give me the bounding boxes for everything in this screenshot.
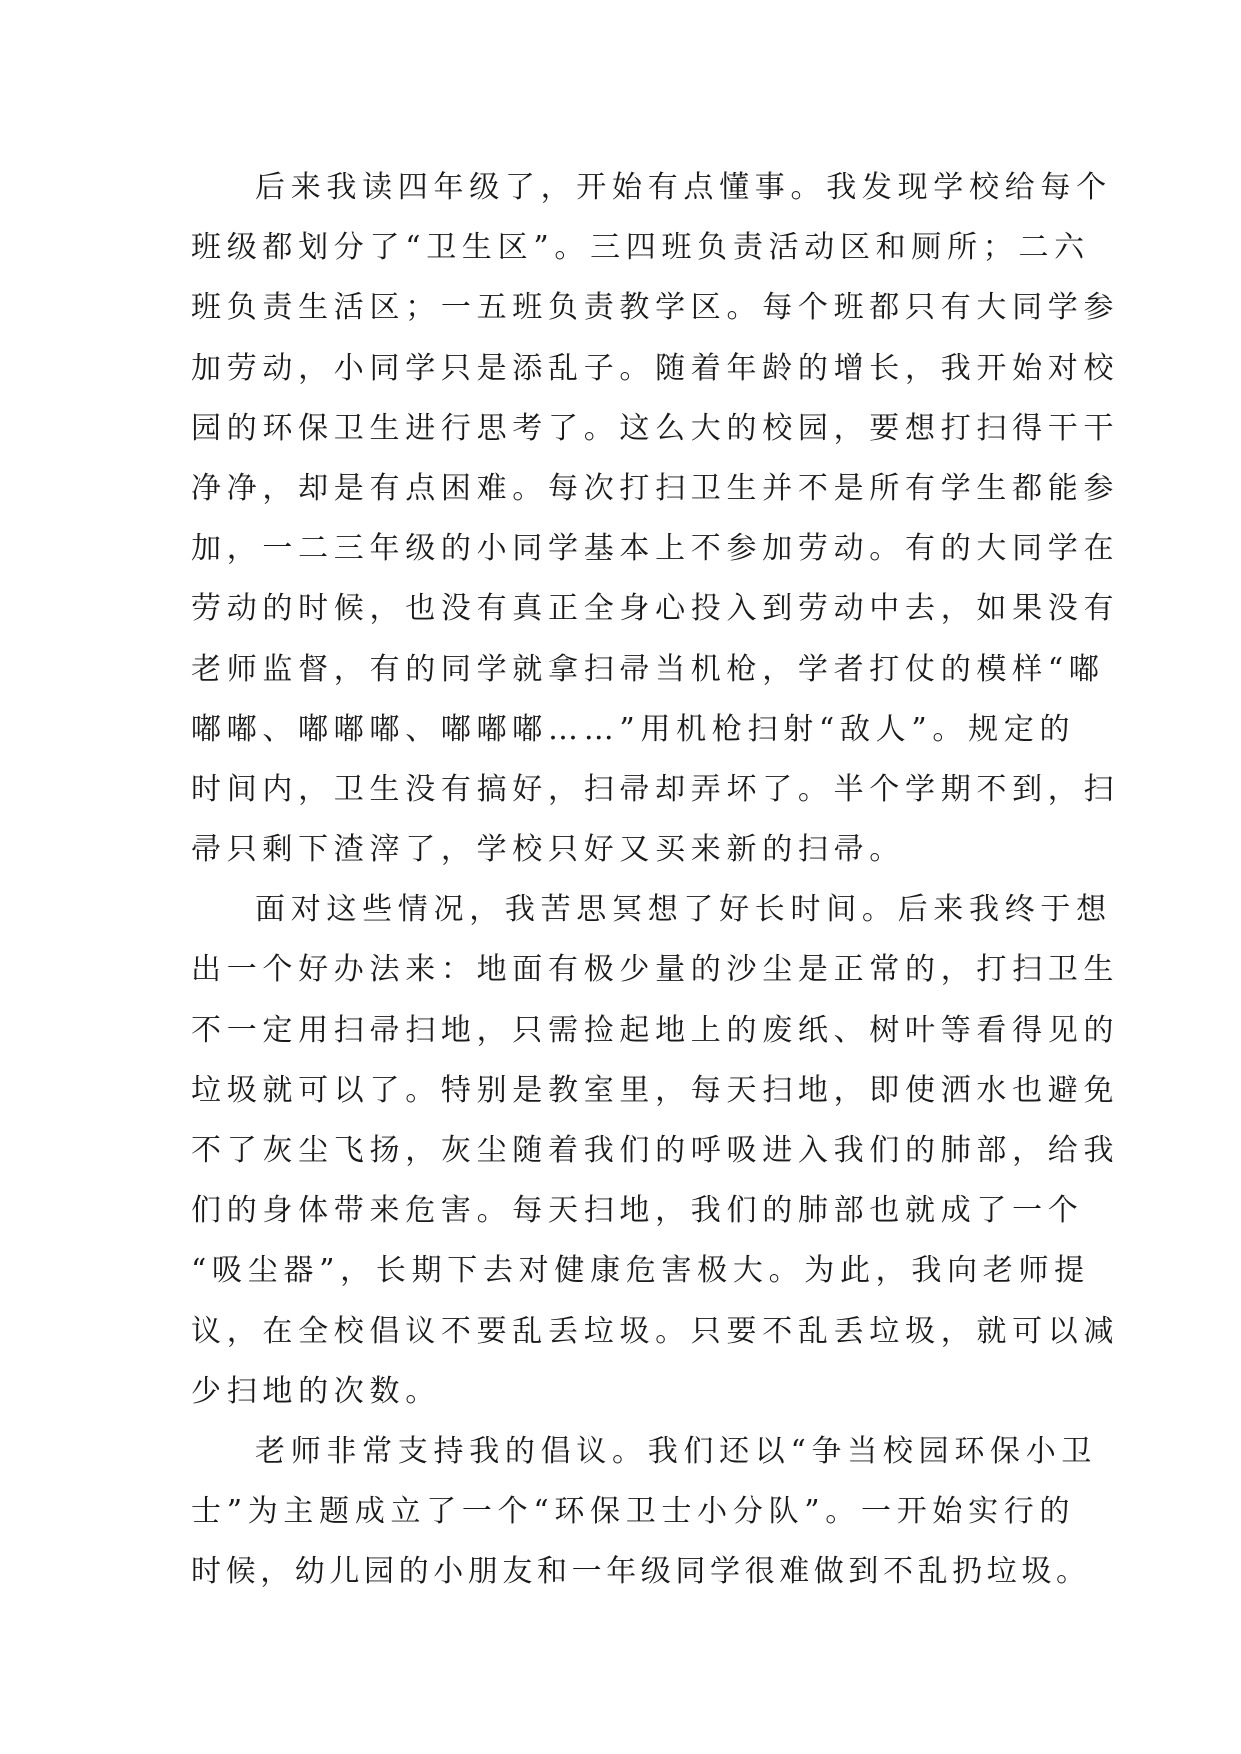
- text-line: 劳动的时候，也没有真正全身心投入到劳动中去，如果没有: [191, 591, 1120, 627]
- text-line: 垃圾就可以了。特别是教室里，每天扫地，即使洒水也避免: [191, 1072, 1120, 1108]
- text-line: 园的环保卫生进行思考了。这么大的校园，要想打扫得干干: [191, 410, 1120, 446]
- text-line: 班负责生活区；一五班负责教学区。每个班都只有大同学参: [191, 290, 1120, 326]
- text-line: 老师非常支持我的倡议。我们还以“争当校园环保小卫: [255, 1433, 1098, 1469]
- text-line: 们的身体带来危害。每天扫地，我们的肺部也就成了一个: [191, 1193, 1084, 1229]
- text-line: 嘟嘟、嘟嘟嘟、嘟嘟嘟……”用机枪扫射“敌人”。规定的: [191, 711, 1076, 747]
- text-line: 少扫地的次数。: [191, 1373, 441, 1409]
- text-line: 士”为主题成立了一个“环保卫士小分队”。一开始实行的: [191, 1494, 1076, 1530]
- text-line: 时间内，卫生没有搞好，扫帚却弄坏了。半个学期不到，扫: [191, 771, 1120, 807]
- text-line: 后来我读四年级了，开始有点懂事。我发现学校给每个: [255, 170, 1112, 205]
- text-line: 班级都划分了“卫生区”。三四班负责活动区和厕所；二六: [191, 230, 1090, 266]
- text-line: 加劳动，小同学只是添乱子。随着年龄的增长，我开始对校: [191, 350, 1120, 386]
- text-line: 不一定用扫帚扫地，只需捡起地上的废纸、树叶等看得见的: [191, 1012, 1120, 1048]
- text-line: 帚只剩下渣滓了，学校只好又买来新的扫帚。: [191, 832, 905, 868]
- text-line: “吸尘器”，长期下去对健康危害极大。为此，我向老师提: [191, 1253, 1090, 1289]
- text-line: 净净，却是有点困难。每次打扫卫生并不是所有学生都能参: [191, 470, 1120, 506]
- text-line: 加，一二三年级的小同学基本上不参加劳动。有的大同学在: [191, 531, 1120, 567]
- text-line: 不了灰尘飞扬，灰尘随着我们的呼吸进入我们的肺部，给我: [191, 1133, 1120, 1168]
- text-line: 时候，幼儿园的小朋友和一年级同学很难做到不乱扔垃圾。: [191, 1554, 1091, 1590]
- text-line: 议，在全校倡议不要乱丢垃圾。只要不乱丢垃圾，就可以减: [191, 1313, 1120, 1349]
- text-line: 老师监督，有的同学就拿扫帚当机枪，学者打仗的模样“嘟: [191, 651, 1105, 687]
- body-text: [191, 158, 1120, 1603]
- text-line: 面对这些情况，我苦思冥想了好长时间。后来我终于想: [255, 892, 1112, 928]
- text-line: 出一个好办法来：地面有极少量的沙尘是正常的，打扫卫生: [191, 952, 1120, 988]
